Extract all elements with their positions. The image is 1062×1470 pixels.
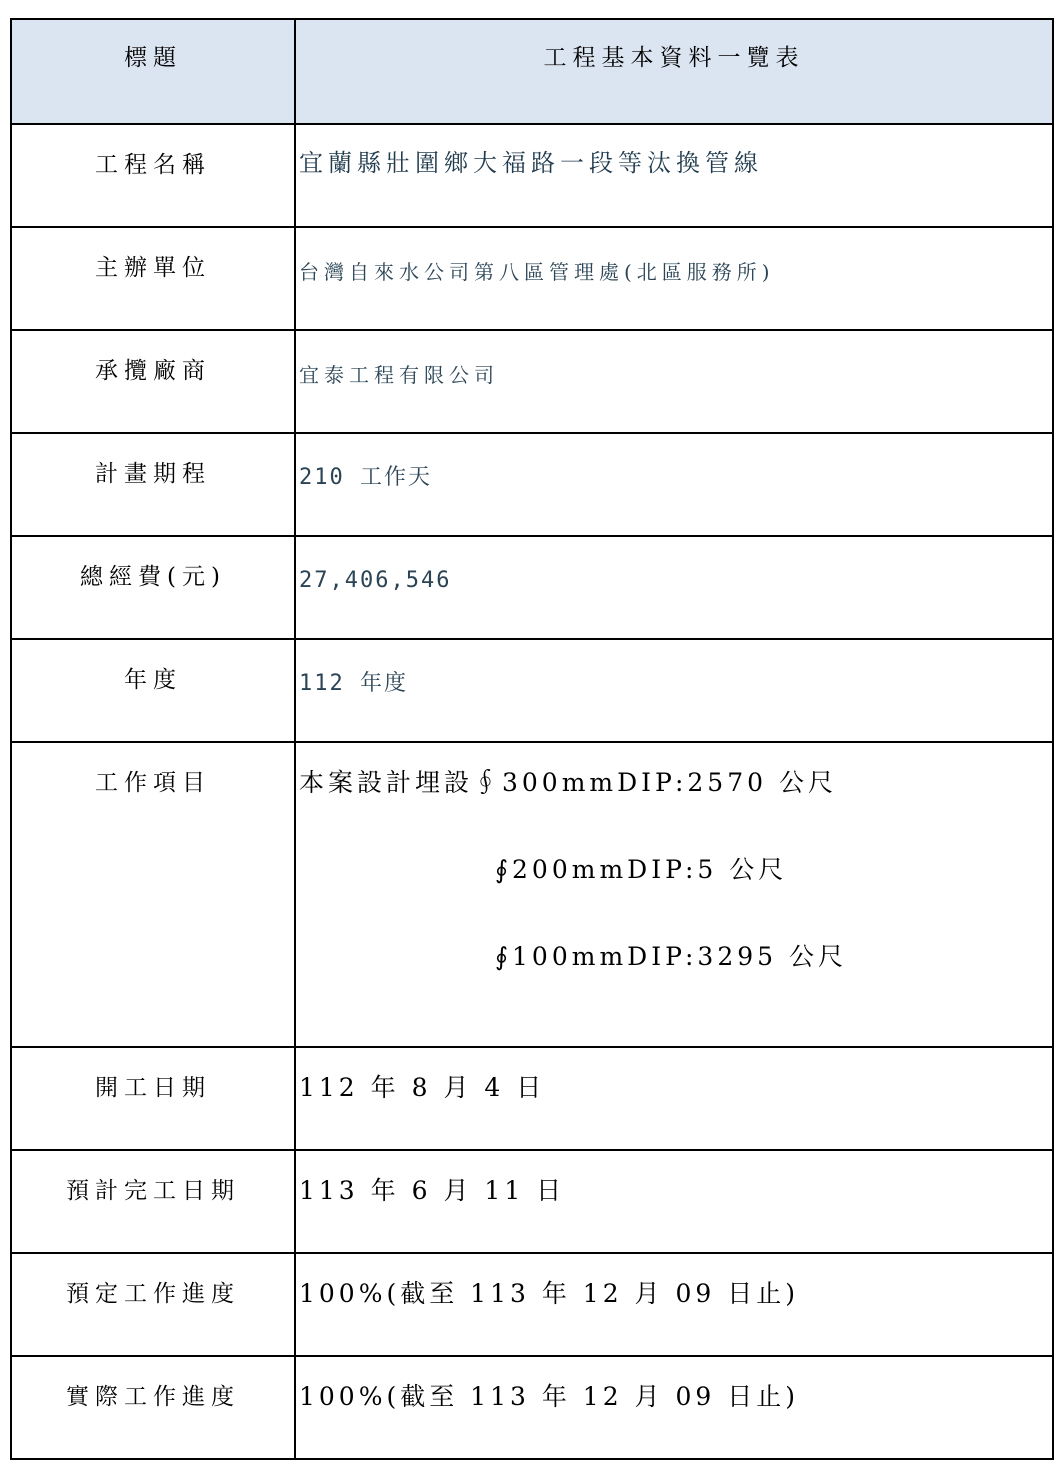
table-row-work-items [11,742,1053,1047]
table-header-row [11,19,1053,124]
project-name-value: 宜蘭縣壯圍鄉大福路一段等汰換管線 [299,149,763,177]
start-date-label: 開工日期 [95,1075,211,1101]
schedule-label: 計畫期程 [95,461,211,487]
table-row-contractor [11,330,1053,433]
project-info-sheet [10,18,1052,1460]
actual-progress-label: 實際工作進度 [66,1384,240,1410]
schedule-value: 210 工作天 [299,465,432,490]
table-row-organizer [11,227,1053,330]
planned-progress-value: 100%(截至 113 年 12 月 09 日止) [299,1279,800,1308]
table-row-expected-completion [11,1150,1053,1253]
year-label: 年度 [124,667,182,693]
project-info-table [10,18,1054,1460]
expected-completion-value: 113 年 6 月 11 日 [299,1176,566,1205]
actual-progress-value: 100%(截至 113 年 12 月 09 日止) [299,1382,800,1411]
expected-completion-label: 預計完工日期 [66,1178,240,1204]
work-item-line: ∮100mmDIP:3295 公尺 [495,942,847,971]
table-row-schedule [11,433,1053,536]
contractor-value: 宜泰工程有限公司 [299,363,499,387]
table-row-planned-progress [11,1253,1053,1356]
table-title: 工程基本資料一覽表 [543,45,805,71]
planned-progress-label: 預定工作進度 [66,1281,240,1307]
table-row-start-date [11,1047,1053,1150]
header-label-cell [11,19,295,124]
header-label: 標題 [124,45,182,71]
contractor-label: 承攬廠商 [95,358,211,384]
work-item-line: ∮200mmDIP:5 公尺 [495,855,788,884]
budget-value: 27,406,546 [299,568,452,593]
work-items-label: 工作項目 [95,770,211,796]
table-row-budget [11,536,1053,639]
project-name-label: 工程名稱 [95,152,211,178]
budget-label: 總經費(元) [80,564,226,590]
organizer-label: 主辦單位 [95,255,211,281]
table-row-actual-progress [11,1356,1053,1459]
work-item-line: 本案設計埋設∮300mmDIP:2570 公尺 [299,768,837,797]
table-row-year [11,639,1053,742]
start-date-value: 112 年 8 月 4 日 [299,1073,546,1102]
organizer-value: 台灣自來水公司第八區管理處(北區服務所) [299,260,775,284]
header-title-cell [295,19,1053,124]
table-row-project-name [11,124,1053,227]
year-value: 112 年度 [299,671,408,696]
